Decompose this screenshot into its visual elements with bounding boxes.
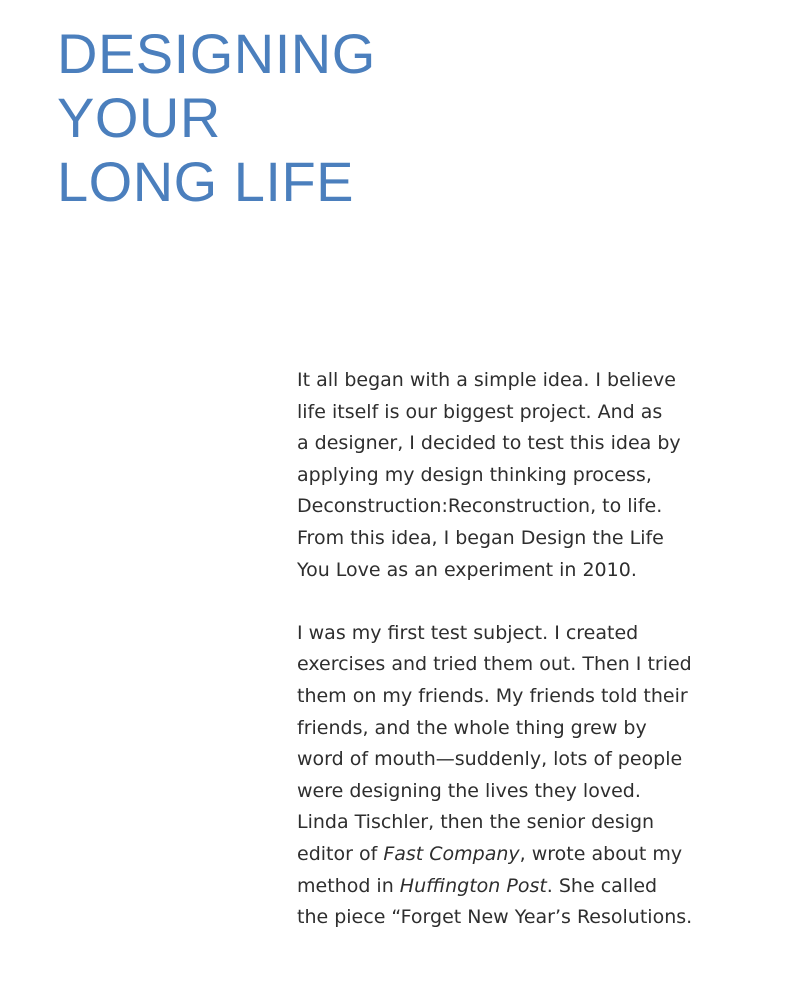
title-line: YOUR — [57, 86, 221, 149]
text-line: word of mouth—suddenly, lots of people — [297, 748, 683, 771]
text-line: From this idea, I began Design the Life — [297, 526, 664, 549]
title-line: LONG LIFE — [57, 150, 355, 213]
text-run: . She called — [546, 874, 658, 897]
publication-name: Fast Company — [383, 842, 520, 865]
title-line: DESIGNING — [57, 22, 376, 85]
text-line: applying my design thinking process, — [297, 463, 652, 486]
text-line: Deconstruction:Reconstruction, to life. — [297, 495, 663, 518]
text-line: friends, and the whole thing grew by — [297, 716, 647, 739]
text-line: Linda Tischler, then the senior design — [297, 811, 655, 834]
text-line: them on my friends. My friends told their — [297, 684, 688, 707]
body-text — [297, 365, 787, 934]
text-line: It all began with a simple idea. I believe — [297, 369, 676, 391]
text-run: , wrote about my — [519, 842, 683, 865]
text-line: were designing the lives they loved. — [297, 779, 641, 802]
paragraph-intro — [297, 365, 787, 586]
text-line: a designer, I decided to test this idea by — [297, 432, 681, 455]
text-line: You Love as an experiment in 2010. — [297, 558, 637, 581]
paragraph-story — [297, 618, 787, 934]
text-line: I was my first test subject. I created — [297, 621, 639, 644]
text-line: the piece “Forget New Year’s Resolutions. — [297, 906, 693, 929]
publication-name: Huffington Post — [399, 874, 547, 897]
text-run: method in — [297, 874, 400, 897]
text-run: editor of — [297, 842, 384, 865]
page-title — [57, 22, 376, 214]
text-line: exercises and tried them out. Then I tried — [297, 653, 692, 676]
text-line — [297, 839, 787, 871]
text-line: life itself is our biggest project. And as — [297, 400, 663, 423]
text-line — [297, 871, 787, 903]
